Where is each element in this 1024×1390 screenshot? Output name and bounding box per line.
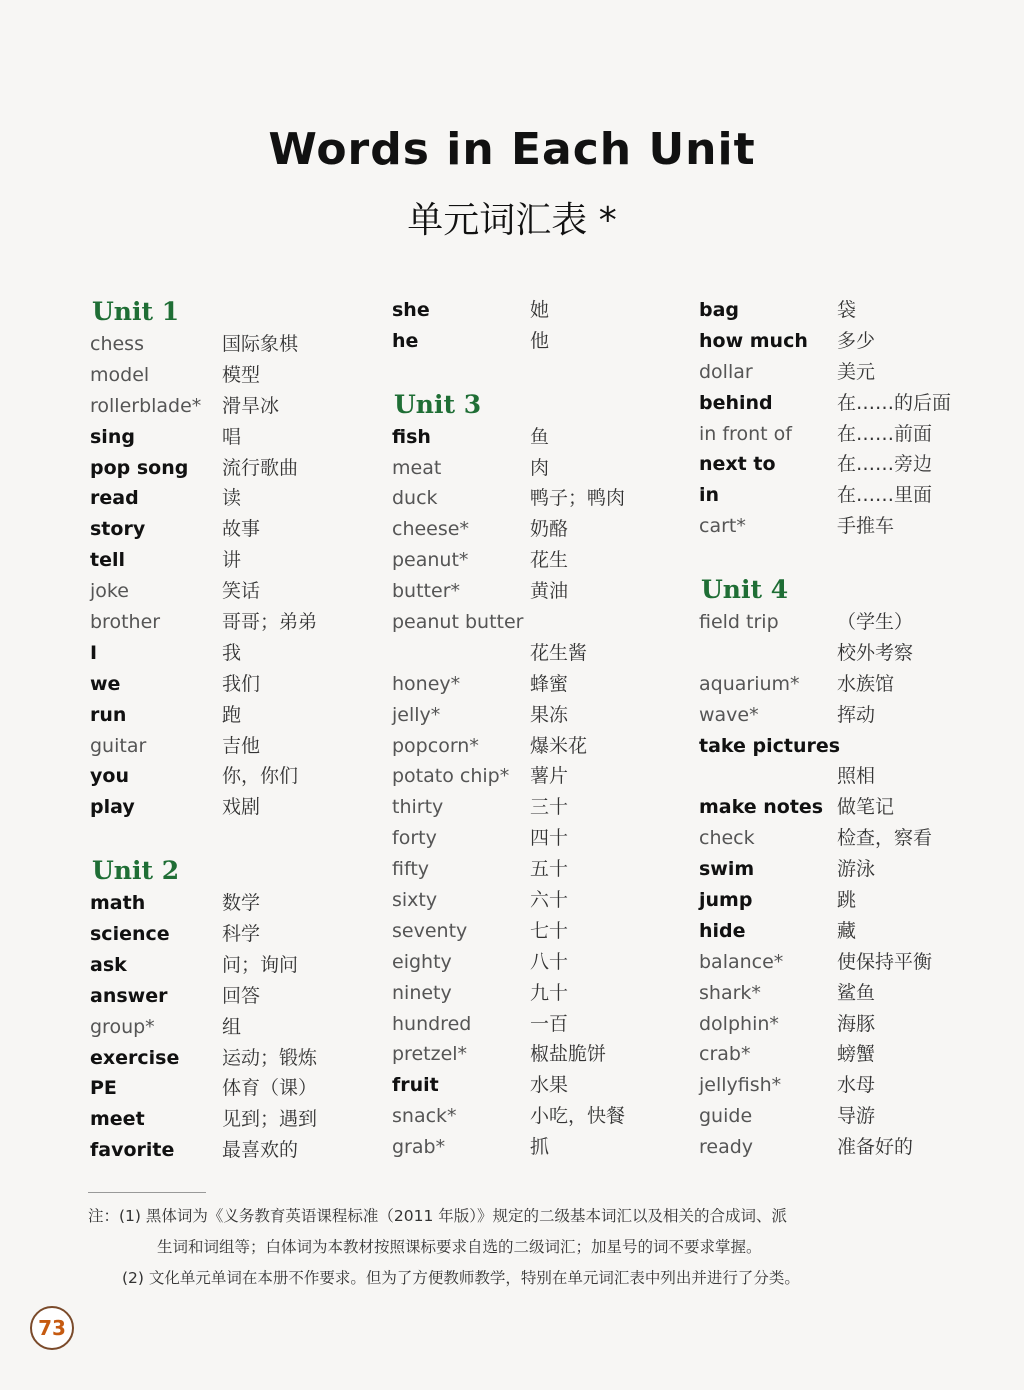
english-word: honey* (392, 672, 461, 695)
vocab-entry (390, 422, 690, 453)
chinese-meaning: 使保持平衡 (837, 950, 933, 973)
vocab-entry (697, 419, 997, 450)
footnote-2: (2) 文化单元单词在本册不作要求。但为了方便教师教学，特别在单元词汇表中列出并进行了分类。 (122, 1269, 800, 1287)
vocab-entry (88, 483, 378, 514)
english-word: read (90, 487, 139, 510)
vocab-entry (390, 854, 690, 885)
vocab-entry (88, 638, 378, 669)
english-word: I (90, 641, 98, 664)
english-word: dollar (699, 360, 753, 383)
chinese-meaning: 九十 (530, 981, 569, 1004)
vocab-entry (88, 576, 378, 607)
english-word: ask (90, 953, 127, 976)
chinese-meaning: 鸭子；鸭肉 (530, 487, 626, 510)
vocab-entry (390, 731, 690, 762)
vocab-entry (697, 1039, 997, 1070)
english-word: fruit (392, 1074, 439, 1097)
english-word: he (392, 329, 419, 352)
vocab-entry (88, 731, 378, 762)
chinese-meaning: 椒盐脆饼 (530, 1043, 607, 1066)
english-word: sing (90, 425, 135, 448)
chinese-meaning: 八十 (530, 950, 569, 973)
chinese-meaning: 鱼 (530, 425, 550, 448)
chinese-meaning: 跑 (222, 703, 242, 726)
english-word: exercise (90, 1046, 180, 1069)
footnote-1-continued: 生词和词组等；白体词为本教材按照课标要求自选的二级词汇；加星号的词不要求掌握。 (157, 1238, 762, 1256)
chinese-meaning: 运动；锻炼 (222, 1046, 318, 1069)
english-word: she (392, 299, 430, 321)
chinese-meaning: 花生 (530, 549, 569, 572)
english-word: you (90, 765, 129, 788)
vocab-entry (697, 607, 997, 638)
word-column-3 (697, 295, 997, 1163)
vocab-entry (88, 700, 378, 731)
vocab-entry (697, 978, 997, 1009)
footnote-1: 注：(1) 黑体词为《义务教育英语课程标准（2011 年版）》规定的二级基本词汇以及相关的合成词、派 (88, 1207, 788, 1225)
vocab-entry (697, 449, 997, 480)
chinese-meaning: 在……里面 (837, 484, 933, 507)
chinese-meaning: 导游 (837, 1105, 876, 1128)
chinese-meaning: 科学 (222, 923, 261, 946)
english-word: take pictures (699, 734, 841, 757)
vocab-entry (390, 761, 690, 792)
vocab-entry (88, 1104, 378, 1135)
english-word: hide (699, 919, 746, 942)
chinese-meaning: 哥哥；弟弟 (222, 611, 318, 634)
vocab-entry (697, 669, 997, 700)
english-word: ninety (392, 981, 452, 1004)
vocab-entry (697, 700, 997, 731)
vocab-entry (88, 545, 378, 576)
vocab-entry (697, 638, 997, 669)
english-word: rollerblade* (90, 394, 202, 417)
vocab-entry (390, 1009, 690, 1040)
vocab-entry (88, 1135, 378, 1166)
vocab-entry (697, 947, 997, 978)
english-word: favorite (90, 1139, 175, 1162)
english-word: duck (392, 487, 438, 510)
word-column-2 (390, 295, 690, 1163)
english-word: forty (392, 827, 437, 850)
english-word: in front of (699, 422, 792, 445)
english-word: brother (90, 611, 161, 634)
chinese-meaning: 藏 (837, 919, 857, 942)
english-word: potato chip* (392, 765, 510, 788)
chinese-meaning: 你，你们 (222, 765, 299, 788)
chinese-meaning: 在……前面 (837, 422, 933, 445)
spacer (390, 357, 690, 388)
chinese-meaning: 我们 (222, 672, 261, 695)
chinese-meaning: 校外考察 (837, 641, 914, 664)
chinese-meaning: 七十 (530, 919, 569, 942)
english-word: pretzel* (392, 1043, 468, 1066)
chinese-meaning: 讲 (222, 549, 242, 572)
vocab-entry (697, 511, 997, 542)
chinese-meaning: 袋 (837, 299, 857, 321)
vocab-entry (390, 823, 690, 854)
chinese-meaning: 跳 (837, 889, 857, 912)
english-word: how much (699, 329, 808, 352)
chinese-meaning: 照相 (837, 765, 876, 788)
vocab-entry (697, 854, 997, 885)
vocab-entry (390, 669, 690, 700)
chinese-meaning: 在……旁边 (837, 453, 933, 476)
vocab-entry (697, 916, 997, 947)
vocab-entry (697, 1070, 997, 1101)
vocab-entry (390, 792, 690, 823)
english-word: behind (699, 391, 773, 414)
page-number: 73 (30, 1306, 74, 1350)
english-word: dolphin* (699, 1012, 779, 1035)
english-word: jelly* (392, 703, 441, 726)
english-word: field trip (699, 611, 779, 634)
chinese-meaning: 检查，察看 (837, 827, 933, 850)
vocab-entry (390, 326, 690, 357)
vocab-entry (88, 950, 378, 981)
vocab-entry (88, 453, 378, 484)
vocab-entry (390, 916, 690, 947)
chinese-meaning: 模型 (222, 363, 261, 386)
chinese-meaning: 读 (222, 487, 242, 510)
vocab-entry (697, 792, 997, 823)
english-word: ready (699, 1136, 754, 1159)
vocab-entry (697, 823, 997, 854)
english-word: grab* (392, 1136, 446, 1159)
english-word: guitar (90, 734, 147, 757)
english-word: snack* (392, 1105, 457, 1128)
english-word: we (90, 672, 121, 695)
english-word: math (90, 892, 146, 915)
english-word: popcorn* (392, 734, 479, 757)
vocab-entry (390, 978, 690, 1009)
vocab-entry (88, 422, 378, 453)
english-word: seventy (392, 919, 468, 942)
vocab-entry (390, 947, 690, 978)
english-word: bag (699, 299, 740, 321)
vocab-entry (88, 761, 378, 792)
vocab-entry (88, 514, 378, 545)
vocab-entry (88, 1012, 378, 1043)
unit-heading: Unit 1 (92, 297, 180, 326)
unit-heading: Unit 4 (701, 575, 789, 605)
vocab-entry (697, 295, 997, 326)
english-word: jellyfish* (699, 1074, 782, 1097)
english-word: wave* (699, 703, 759, 726)
chinese-meaning: 黄油 (530, 580, 569, 603)
english-word: pop song (90, 456, 189, 479)
vocab-entry (88, 1073, 378, 1104)
chinese-meaning: 鲨鱼 (837, 981, 876, 1004)
vocab-entry (88, 792, 378, 823)
english-word: science (90, 923, 170, 946)
chinese-meaning: 准备好的 (837, 1136, 914, 1159)
chinese-meaning: 在……的后面 (837, 391, 952, 414)
vocab-entry (697, 357, 997, 388)
vocab-entry (88, 981, 378, 1012)
vocab-entry (88, 607, 378, 638)
chinese-meaning: 一百 (530, 1012, 569, 1035)
chinese-meaning: 笑话 (222, 580, 261, 603)
chinese-meaning: 果冻 (530, 703, 569, 726)
chinese-meaning: 爆米花 (530, 734, 588, 757)
vocab-entry (390, 514, 690, 545)
english-word: fish (392, 425, 431, 448)
chinese-meaning: 五十 (530, 858, 569, 881)
chinese-meaning: 水族馆 (837, 672, 895, 695)
english-word: shark* (699, 981, 761, 1004)
chinese-meaning: 水母 (837, 1074, 876, 1097)
vocab-entry (88, 360, 378, 391)
chinese-meaning: 吉他 (222, 734, 261, 757)
english-word: play (90, 796, 135, 819)
english-word: guide (699, 1105, 753, 1128)
chinese-meaning: 手推车 (837, 515, 895, 538)
chinese-meaning: 流行歌曲 (222, 456, 299, 479)
vocab-entry (697, 1132, 997, 1163)
chinese-meaning: 螃蟹 (837, 1043, 876, 1066)
footnote-divider (88, 1192, 206, 1193)
vocab-entry (697, 731, 997, 762)
chinese-meaning: 国际象棋 (222, 333, 299, 355)
vocab-entry (88, 1043, 378, 1074)
vocab-entry (390, 1132, 690, 1163)
english-word: run (90, 703, 127, 726)
english-word: joke (90, 580, 129, 603)
chinese-meaning: 多少 (837, 329, 876, 352)
chinese-meaning: 唱 (222, 425, 242, 448)
vocab-entry (390, 483, 690, 514)
chinese-meaning: 最喜欢的 (222, 1139, 299, 1162)
english-word: swim (699, 858, 755, 881)
chinese-meaning: 小吃，快餐 (530, 1105, 626, 1128)
english-word: crab* (699, 1043, 751, 1066)
english-word: thirty (392, 796, 444, 819)
vocab-entry (88, 888, 378, 919)
chinese-meaning: 薯片 (530, 765, 569, 788)
english-word: PE (90, 1077, 117, 1100)
vocab-entry (390, 453, 690, 484)
chinese-meaning: （学生） (837, 611, 914, 634)
chinese-meaning: 抓 (530, 1136, 550, 1159)
page-title: Words in Each Unit (268, 124, 756, 175)
chinese-meaning: 数学 (222, 892, 261, 915)
chinese-meaning: 戏剧 (222, 796, 261, 819)
chinese-meaning: 美元 (837, 360, 876, 383)
vocab-entry (390, 1070, 690, 1101)
vocab-entry (88, 391, 378, 422)
vocab-entry (88, 329, 378, 360)
vocab-entry (390, 576, 690, 607)
english-word: tell (90, 549, 125, 572)
english-word: peanut* (392, 549, 469, 572)
vocab-entry (390, 607, 690, 638)
english-word: group* (90, 1015, 155, 1038)
english-word: story (90, 518, 146, 541)
vocab-entry (697, 1101, 997, 1132)
chinese-meaning: 奶酪 (530, 518, 569, 541)
english-word: peanut butter (392, 611, 524, 634)
english-word: answer (90, 984, 168, 1007)
chinese-meaning: 游泳 (837, 858, 876, 881)
english-word: sixty (392, 889, 438, 912)
unit-heading: Unit 3 (394, 389, 482, 419)
chinese-meaning: 故事 (222, 518, 261, 541)
vocab-entry (88, 919, 378, 950)
vocab-entry (390, 1039, 690, 1070)
chinese-meaning: 组 (222, 1015, 242, 1038)
chinese-meaning: 花生酱 (530, 641, 588, 664)
chinese-meaning: 回答 (222, 984, 261, 1007)
chinese-meaning: 他 (530, 329, 550, 352)
english-word: cart* (699, 515, 746, 538)
chinese-meaning: 体育（课） (222, 1077, 318, 1100)
spacer (88, 823, 378, 854)
chinese-meaning: 肉 (530, 456, 550, 479)
vocab-entry (697, 388, 997, 419)
spacer (697, 542, 997, 573)
vocab-entry (390, 545, 690, 576)
chinese-meaning: 四十 (530, 827, 569, 850)
unit-heading: Unit 2 (92, 856, 180, 886)
vocab-entry (88, 669, 378, 700)
english-word: fifty (392, 858, 430, 881)
english-word: eighty (392, 950, 452, 973)
vocab-entry (390, 885, 690, 916)
chinese-meaning: 水果 (530, 1074, 569, 1097)
english-word: next to (699, 453, 776, 476)
vocab-entry (697, 885, 997, 916)
english-word: model (90, 363, 150, 386)
english-word: meat (392, 456, 442, 479)
word-column-1 (88, 295, 378, 1166)
english-word: meet (90, 1108, 145, 1131)
english-word: make notes (699, 796, 824, 819)
english-word: cheese* (392, 518, 469, 541)
vocab-entry (390, 1101, 690, 1132)
chinese-meaning: 做笔记 (837, 796, 895, 819)
chinese-meaning: 蜂蜜 (530, 672, 569, 695)
vocab-entry (697, 326, 997, 357)
english-word: butter* (392, 580, 461, 603)
vocab-entry (697, 761, 997, 792)
chinese-meaning: 海豚 (837, 1012, 876, 1035)
chinese-meaning: 问；询问 (222, 953, 299, 976)
english-word: jump (699, 889, 753, 912)
chinese-meaning: 三十 (530, 796, 569, 819)
vocab-entry (390, 295, 690, 326)
page-subtitle: 单元词汇表 * (407, 200, 617, 241)
english-word: hundred (392, 1012, 472, 1035)
chinese-meaning: 六十 (530, 889, 569, 912)
vocab-entry (390, 638, 690, 669)
chinese-meaning: 滑旱冰 (222, 394, 280, 417)
english-word: in (699, 484, 720, 507)
vocab-entry (697, 480, 997, 511)
chinese-meaning: 我 (222, 641, 242, 664)
english-word: aquarium* (699, 672, 800, 695)
chinese-meaning: 她 (530, 299, 550, 321)
english-word: chess (90, 333, 144, 355)
english-word: balance* (699, 950, 784, 973)
vocab-entry (390, 700, 690, 731)
vocab-entry (697, 1009, 997, 1040)
chinese-meaning: 挥动 (837, 703, 876, 726)
english-word: check (699, 827, 755, 850)
chinese-meaning: 见到；遇到 (222, 1108, 318, 1131)
